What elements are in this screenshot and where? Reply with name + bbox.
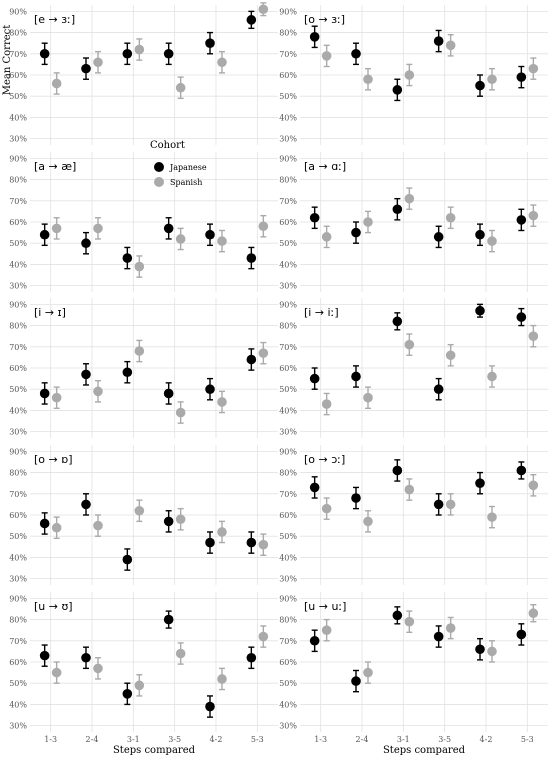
y-tick-label: 50% bbox=[279, 92, 297, 102]
data-point bbox=[93, 57, 103, 67]
data-point bbox=[322, 51, 332, 61]
y-tick-label: 90% bbox=[279, 7, 297, 17]
data-point bbox=[247, 15, 257, 25]
data-point bbox=[247, 253, 257, 263]
data-point bbox=[217, 397, 227, 407]
y-tick-label: 40% bbox=[279, 700, 297, 710]
data-point bbox=[93, 387, 103, 397]
data-point bbox=[517, 466, 527, 476]
y-tick-label: 40% bbox=[9, 700, 27, 710]
data-point bbox=[123, 367, 133, 377]
data-point bbox=[529, 608, 539, 618]
data-point bbox=[164, 517, 174, 527]
data-point bbox=[475, 306, 485, 316]
data-point bbox=[351, 49, 361, 59]
data-point bbox=[363, 517, 373, 527]
x-tick-label: 2-4 bbox=[355, 735, 369, 744]
y-tick-label: 90% bbox=[9, 447, 27, 457]
data-point bbox=[446, 41, 456, 51]
y-tick-label: 60% bbox=[9, 218, 27, 227]
data-point bbox=[176, 514, 186, 524]
data-point bbox=[393, 317, 403, 327]
x-tick-label: 3-5 bbox=[168, 735, 182, 744]
data-point bbox=[487, 74, 497, 84]
y-tick-label: 90% bbox=[279, 447, 297, 457]
y-tick-label: 90% bbox=[9, 300, 27, 310]
data-point bbox=[434, 36, 444, 46]
data-point bbox=[247, 538, 257, 548]
y-tick-label: 30% bbox=[9, 281, 27, 291]
data-point bbox=[517, 72, 527, 82]
data-point bbox=[135, 262, 145, 272]
data-point bbox=[393, 611, 403, 621]
y-tick-label: 40% bbox=[9, 406, 27, 416]
x-tick-label: 3-1 bbox=[396, 735, 410, 744]
data-point bbox=[164, 49, 174, 59]
data-point bbox=[176, 83, 186, 93]
data-point bbox=[363, 217, 373, 227]
data-point bbox=[363, 668, 373, 678]
data-point bbox=[247, 653, 257, 663]
panel-title: [i → ɪ] bbox=[34, 306, 66, 319]
data-point bbox=[217, 57, 227, 67]
data-point bbox=[123, 555, 133, 565]
data-point bbox=[475, 230, 485, 240]
legend-label: Japanese bbox=[170, 163, 207, 172]
data-point bbox=[351, 493, 361, 503]
data-point bbox=[351, 372, 361, 382]
y-tick-label: 50% bbox=[279, 239, 297, 249]
data-point bbox=[52, 224, 62, 234]
y-tick-label: 90% bbox=[279, 154, 297, 164]
x-tick-label: 5-3 bbox=[250, 735, 264, 744]
data-point bbox=[52, 79, 62, 89]
data-point bbox=[123, 253, 133, 263]
y-tick-label: 70% bbox=[9, 636, 27, 646]
data-point bbox=[123, 49, 133, 59]
legend-marker bbox=[154, 162, 164, 172]
data-point bbox=[176, 649, 186, 659]
y-tick-label: 80% bbox=[279, 468, 297, 478]
y-tick-label: 80% bbox=[279, 28, 297, 38]
y-tick-label: 60% bbox=[279, 71, 297, 80]
x-tick-label: 2-4 bbox=[85, 735, 99, 744]
y-tick-label: 90% bbox=[9, 7, 27, 17]
data-point bbox=[135, 346, 145, 356]
y-tick-label: 30% bbox=[9, 721, 27, 731]
data-point bbox=[81, 370, 91, 380]
data-point bbox=[217, 236, 227, 246]
panel-title: [u → uː] bbox=[304, 600, 347, 613]
y-tick-label: 50% bbox=[279, 532, 297, 542]
data-point bbox=[259, 221, 269, 231]
data-point bbox=[205, 38, 215, 48]
y-tick-label: 80% bbox=[9, 28, 27, 38]
y-tick-label: 60% bbox=[9, 71, 27, 80]
data-point bbox=[247, 355, 257, 365]
y-tick-label: 70% bbox=[279, 342, 297, 352]
x-tick-label: 1-3 bbox=[314, 735, 328, 744]
y-tick-label: 40% bbox=[9, 113, 27, 123]
y-tick-label: 50% bbox=[279, 679, 297, 689]
y-tick-label: 40% bbox=[9, 260, 27, 270]
x-tick-label: 1-3 bbox=[44, 735, 58, 744]
data-point bbox=[475, 81, 485, 91]
y-tick-label: 30% bbox=[279, 427, 297, 437]
y-tick-label: 50% bbox=[9, 239, 27, 249]
y-tick-label: 60% bbox=[279, 364, 297, 373]
y-tick-label: 30% bbox=[9, 134, 27, 144]
data-point bbox=[310, 483, 320, 493]
y-tick-label: 80% bbox=[9, 175, 27, 185]
data-point bbox=[322, 399, 332, 409]
y-tick-label: 90% bbox=[9, 154, 27, 164]
data-point bbox=[393, 466, 403, 476]
y-tick-label: 60% bbox=[279, 658, 297, 667]
y-tick-label: 70% bbox=[279, 489, 297, 499]
data-point bbox=[487, 372, 497, 382]
data-point bbox=[405, 340, 415, 350]
data-point bbox=[310, 32, 320, 42]
data-point bbox=[405, 485, 415, 495]
data-point bbox=[40, 651, 50, 661]
y-tick-label: 70% bbox=[9, 49, 27, 59]
data-point bbox=[405, 70, 415, 80]
y-tick-label: 50% bbox=[279, 385, 297, 395]
x-axis-label: Steps compared bbox=[382, 745, 466, 756]
data-point bbox=[205, 538, 215, 548]
data-point bbox=[217, 527, 227, 537]
y-tick-label: 90% bbox=[279, 300, 297, 310]
data-point bbox=[205, 384, 215, 394]
data-point bbox=[405, 194, 415, 204]
data-point bbox=[434, 232, 444, 242]
y-tick-label: 60% bbox=[279, 218, 297, 227]
data-point bbox=[40, 230, 50, 240]
data-point bbox=[446, 623, 456, 633]
y-tick-label: 80% bbox=[9, 615, 27, 625]
y-tick-label: 70% bbox=[279, 636, 297, 646]
data-point bbox=[517, 215, 527, 225]
data-point bbox=[259, 348, 269, 358]
data-point bbox=[351, 228, 361, 238]
data-point bbox=[529, 64, 539, 74]
y-tick-label: 70% bbox=[9, 196, 27, 206]
data-point bbox=[322, 504, 332, 514]
x-tick-label: 3-1 bbox=[126, 735, 140, 744]
data-point bbox=[123, 689, 133, 699]
y-tick-label: 80% bbox=[9, 468, 27, 478]
x-tick-label: 5-3 bbox=[520, 735, 534, 744]
data-point bbox=[393, 204, 403, 214]
y-tick-label: 50% bbox=[9, 385, 27, 395]
panel-title: [o → ɔː] bbox=[304, 453, 346, 466]
data-point bbox=[259, 540, 269, 550]
data-point bbox=[529, 481, 539, 491]
y-axis-label: Mean Correct bbox=[2, 24, 13, 96]
data-point bbox=[517, 312, 527, 322]
y-tick-label: 50% bbox=[9, 679, 27, 689]
y-tick-label: 50% bbox=[9, 532, 27, 542]
data-point bbox=[351, 676, 361, 686]
y-tick-label: 70% bbox=[279, 49, 297, 59]
y-tick-label: 50% bbox=[9, 92, 27, 102]
data-point bbox=[393, 85, 403, 95]
x-axis-label: Steps compared bbox=[112, 745, 196, 756]
data-point bbox=[310, 213, 320, 223]
y-tick-label: 60% bbox=[9, 511, 27, 520]
data-point bbox=[93, 224, 103, 234]
data-point bbox=[363, 393, 373, 403]
data-point bbox=[434, 384, 444, 394]
y-tick-label: 30% bbox=[279, 574, 297, 584]
data-point bbox=[363, 74, 373, 84]
data-point bbox=[164, 224, 174, 234]
y-tick-label: 30% bbox=[9, 574, 27, 584]
panel-title: [o → ɜː] bbox=[304, 13, 346, 26]
data-point bbox=[405, 617, 415, 627]
panel-title: [o → ɒ] bbox=[34, 453, 73, 466]
y-tick-label: 40% bbox=[279, 260, 297, 270]
data-point bbox=[259, 632, 269, 642]
panel-title: [a → ɑː] bbox=[304, 160, 347, 173]
x-tick-label: 4-2 bbox=[209, 735, 223, 744]
data-point bbox=[135, 506, 145, 516]
data-point bbox=[52, 393, 62, 403]
data-point bbox=[52, 668, 62, 678]
data-point bbox=[322, 625, 332, 635]
y-tick-label: 40% bbox=[279, 553, 297, 563]
y-tick-label: 90% bbox=[279, 594, 297, 604]
data-point bbox=[205, 230, 215, 240]
data-point bbox=[517, 630, 527, 640]
panel-title: [a → æ] bbox=[34, 160, 77, 173]
y-tick-label: 30% bbox=[279, 281, 297, 291]
data-point bbox=[487, 647, 497, 657]
data-point bbox=[176, 408, 186, 418]
y-tick-label: 70% bbox=[9, 489, 27, 499]
y-tick-label: 60% bbox=[279, 511, 297, 520]
data-point bbox=[135, 681, 145, 691]
data-point bbox=[40, 519, 50, 529]
data-point bbox=[81, 653, 91, 663]
panel-title: [e → ɜː] bbox=[34, 13, 76, 26]
data-point bbox=[529, 211, 539, 221]
data-point bbox=[52, 523, 62, 533]
data-point bbox=[81, 64, 91, 74]
y-tick-label: 90% bbox=[9, 594, 27, 604]
x-tick-label: 4-2 bbox=[479, 735, 493, 744]
legend-marker bbox=[154, 177, 164, 187]
data-point bbox=[310, 374, 320, 384]
data-point bbox=[93, 664, 103, 674]
data-point bbox=[487, 512, 497, 522]
data-point bbox=[322, 232, 332, 242]
y-tick-label: 40% bbox=[279, 406, 297, 416]
y-tick-label: 80% bbox=[279, 615, 297, 625]
y-tick-label: 70% bbox=[279, 196, 297, 206]
y-tick-label: 80% bbox=[279, 175, 297, 185]
data-point bbox=[310, 636, 320, 646]
legend-title: Cohort bbox=[150, 140, 185, 151]
data-point bbox=[529, 331, 539, 341]
data-point bbox=[176, 234, 186, 244]
data-point bbox=[81, 238, 91, 248]
y-tick-label: 80% bbox=[9, 321, 27, 331]
data-point bbox=[40, 49, 50, 59]
data-point bbox=[217, 674, 227, 684]
data-point bbox=[487, 236, 497, 246]
data-point bbox=[446, 213, 456, 223]
y-tick-label: 30% bbox=[279, 721, 297, 731]
y-tick-label: 80% bbox=[279, 321, 297, 331]
data-point bbox=[446, 350, 456, 360]
data-point bbox=[164, 615, 174, 625]
data-point bbox=[434, 500, 444, 510]
data-point bbox=[40, 389, 50, 399]
data-point bbox=[475, 478, 485, 488]
x-tick-label: 3-5 bbox=[438, 735, 452, 744]
y-tick-label: 40% bbox=[279, 113, 297, 123]
data-point bbox=[135, 45, 145, 55]
data-point bbox=[164, 389, 174, 399]
data-point bbox=[475, 644, 485, 654]
y-tick-label: 60% bbox=[9, 658, 27, 667]
legend-label: Spanish bbox=[170, 178, 203, 187]
panel-title: [u → ʊ] bbox=[34, 600, 73, 613]
y-tick-label: 30% bbox=[9, 427, 27, 437]
data-point bbox=[205, 702, 215, 712]
panel-title: [i → iː] bbox=[304, 306, 339, 319]
data-point bbox=[259, 4, 269, 14]
y-tick-label: 60% bbox=[9, 364, 27, 373]
y-tick-label: 40% bbox=[9, 553, 27, 563]
y-tick-label: 70% bbox=[9, 342, 27, 352]
y-tick-label: 30% bbox=[279, 134, 297, 144]
data-point bbox=[434, 632, 444, 642]
data-point bbox=[81, 500, 91, 510]
data-point bbox=[93, 521, 103, 531]
data-point bbox=[446, 500, 456, 510]
